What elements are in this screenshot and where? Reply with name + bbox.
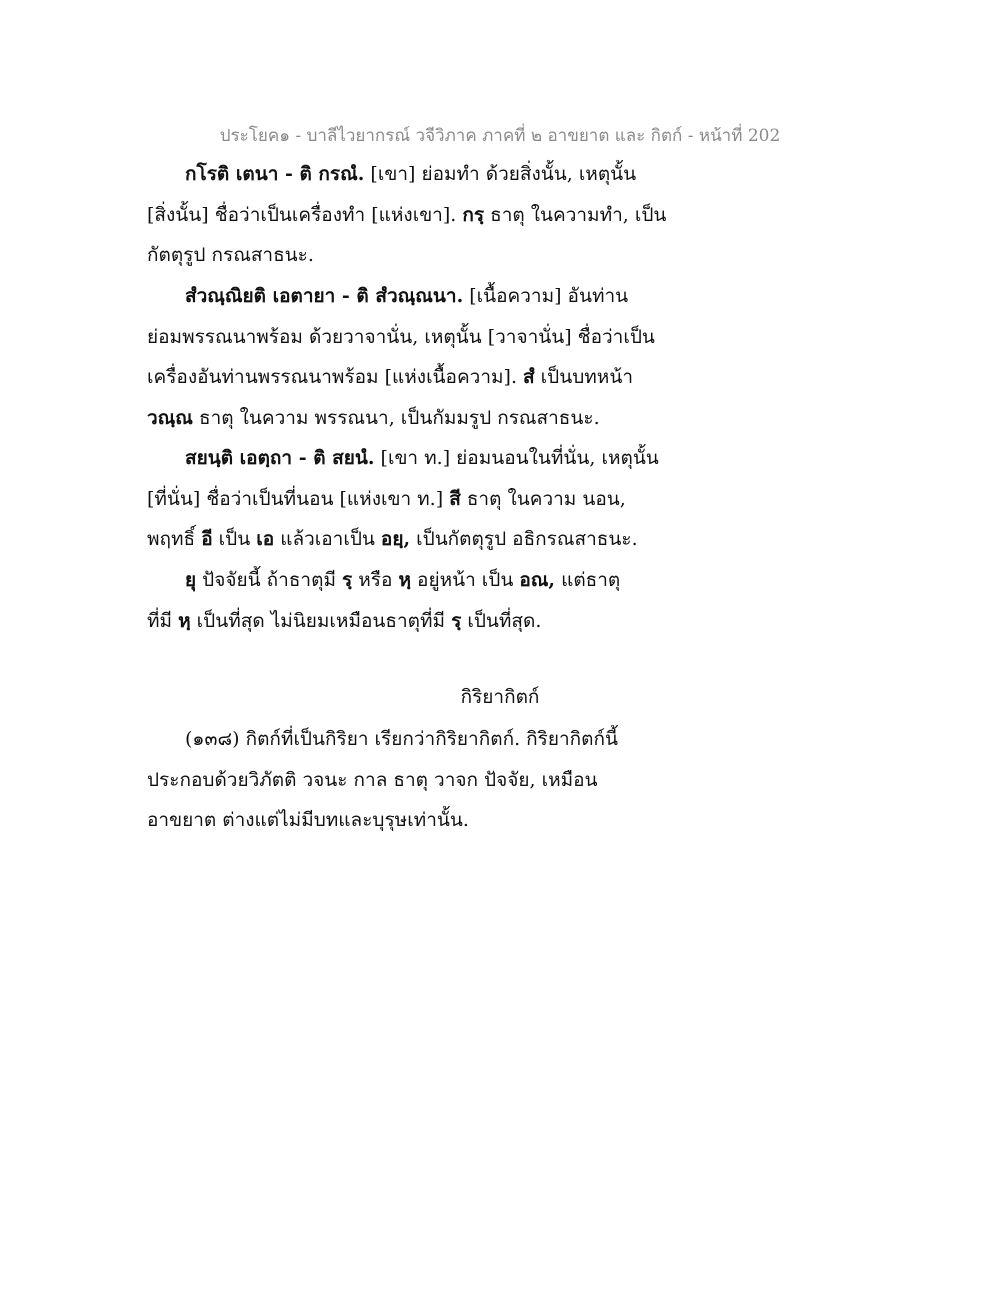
paragraph-samvannana <box>147 276 687 438</box>
term-bold: กรฺ <box>462 203 485 226</box>
term-bold: อณ, <box>519 569 556 591</box>
text-span: เป็นบทหน้า <box>534 366 633 388</box>
text-line <box>147 560 687 601</box>
term-bold: ยุ <box>185 569 197 591</box>
text-line <box>147 438 687 479</box>
text-span: หรือ <box>352 569 399 591</box>
paragraph-kiriyakitaka <box>147 719 687 841</box>
text-span: พฤทธิ์ <box>147 528 202 550</box>
text-span: [เนื้อความ] อันท่าน <box>463 285 629 307</box>
term-bold: รฺ <box>342 569 353 591</box>
paragraph-karana <box>147 154 687 276</box>
term-bold: รฺ <box>451 609 462 632</box>
term-bold: สํ <box>523 366 535 388</box>
text-line <box>147 479 687 520</box>
text-line: ประกอบด้วยวิภัตติ วจนะ กาล ธาตุ วาจก ปัจจัย, เหมือน <box>147 768 598 791</box>
text-span: [สิ่งนั้น] ชื่อว่าเป็นเครื่องทำ [แห่งเขา]. <box>147 203 463 226</box>
section-heading: กิริยากิตก์ <box>460 686 540 708</box>
text-span: ธาตุ ในความทำ, เป็น <box>484 203 667 226</box>
text-span: อยู่หน้า เป็น <box>411 569 520 591</box>
text-span: เป็นที่สุด ไม่นิยมเหมือนธาตุที่มี <box>190 609 452 632</box>
text-span: ธาตุ ในความ นอน, <box>460 487 626 510</box>
text-span: ธาตุ ในความ พรรณนา, เป็นกัมมรูป กรณสาธนะ. <box>192 406 600 429</box>
text-span: [เขา ท.] ย่อมนอนในที่นั่น, เหตุนั้น <box>374 447 659 469</box>
term-bold: หฺ <box>398 569 411 591</box>
term-bold: อี <box>201 528 213 550</box>
text-span: เป็นที่สุด. <box>461 609 542 632</box>
term-bold: สยนฺติ เอตฺถา - ติ สยนํ. <box>185 447 375 469</box>
text-span: แล้วเอาเป็น <box>274 528 381 550</box>
text-line <box>147 601 687 642</box>
term-bold: หฺ <box>178 609 191 632</box>
text-span: ปัจจัยนี้ ถ้าธาตุมี <box>196 569 343 591</box>
term-bold: กโรติ เตนา - ติ กรณํ. <box>185 163 365 185</box>
text-span: เป็นกัตตุรูป อธิกรณสาธนะ. <box>410 528 638 550</box>
term-bold: วณฺณ <box>147 406 193 429</box>
term-bold: อยฺ, <box>380 528 411 550</box>
paragraph-yu-paccaya <box>147 560 687 641</box>
term-bold: เอ <box>256 528 275 550</box>
text-line: (๑๓๘) กิตก์ที่เป็นกิริยา เรียกว่ากิริยากิตก์. กิริยากิตก์นี้ <box>185 728 618 750</box>
text-span: [เขา] ย่อมทำ ด้วยสิ่งนั้น, เหตุนั้น <box>364 163 637 185</box>
text-line <box>147 519 687 560</box>
text-line: อาขยาต ต่างแต่ไม่มีบทและบุรุษเท่านั้น. <box>147 809 469 831</box>
term-bold: สี <box>449 487 461 510</box>
text-line <box>147 398 687 439</box>
text-line: ย่อมพรรณนาพร้อม ด้วยวาจานั่น, เหตุนั้น [วาจานั่น] ชื่อว่าเป็น <box>147 325 655 348</box>
text-span: ที่มี <box>147 609 179 632</box>
text-line <box>147 195 687 236</box>
text-span: [ที่นั่น] ชื่อว่าเป็นที่นอน [แห่งเขา ท.] <box>147 487 450 510</box>
text-line <box>147 276 687 317</box>
text-line <box>147 357 687 398</box>
text-span: แต่ธาตุ <box>555 569 621 591</box>
text-span: เป็น <box>212 528 257 550</box>
page-header: ประโยค๑ - บาลีไวยากรณ์ วจีวิภาค ภาคที่ ๒ อาขยาต และ กิตก์ - หน้าที่ 202 <box>219 126 781 146</box>
text-line <box>147 154 687 195</box>
text-span: เครื่องอันท่านพรรณนาพร้อม [แห่งเนื้อความ]. <box>147 366 524 388</box>
term-bold: สํวณฺณิยติ เอตายา - ติ สํวณฺณนา. <box>185 285 464 307</box>
paragraph-sayana <box>147 438 687 560</box>
text-line: กัตตุรูป กรณสาธนะ. <box>147 244 314 266</box>
